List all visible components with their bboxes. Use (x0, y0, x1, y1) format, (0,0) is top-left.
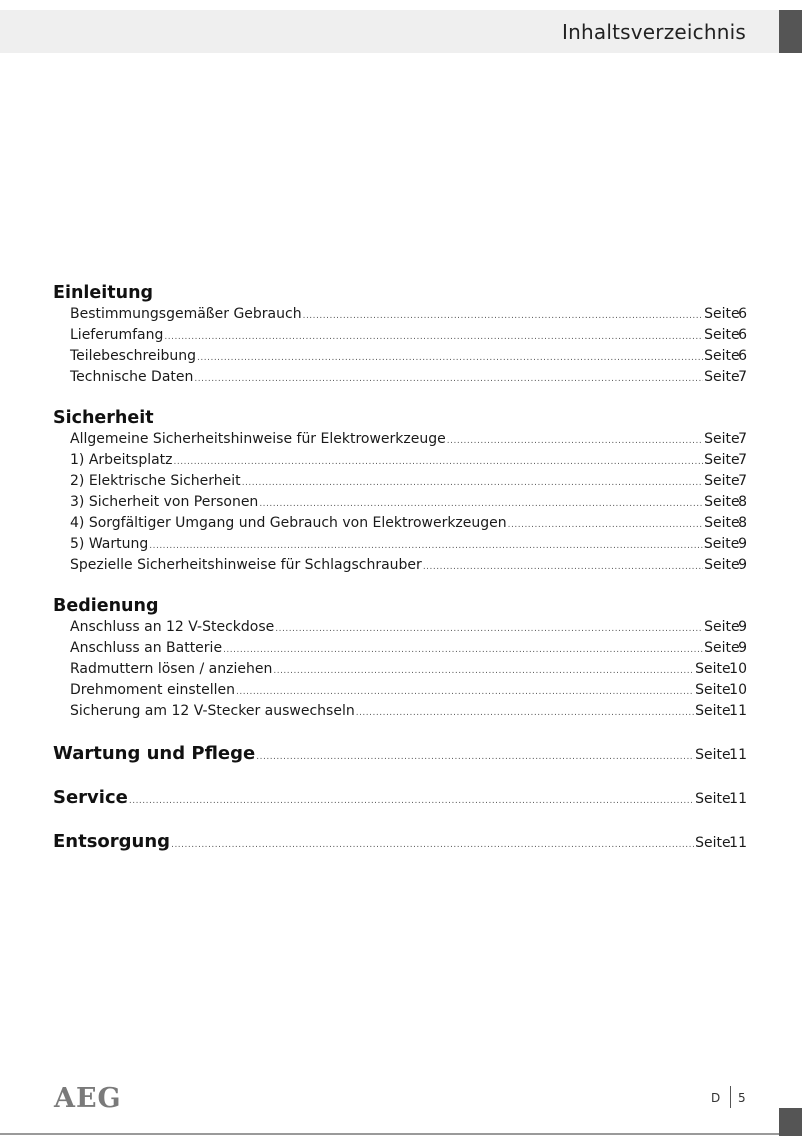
toc-entry[interactable] (53, 325, 747, 346)
language-code: D (711, 1091, 721, 1105)
toc-entry[interactable] (53, 492, 747, 513)
dot-leader (273, 661, 694, 682)
toc-entry-text: Anschluss an 12 V-Steckdose (70, 619, 275, 635)
toc-section-bedienung (53, 595, 747, 722)
page-number: 11 (729, 835, 747, 851)
toc-entry-text: Spezielle Sicherheitshinweise für Schlagschrauber (70, 557, 422, 573)
toc-entry-text: Bestimmungsgemäßer Gebrauch (70, 306, 302, 322)
toc-section-service[interactable] (53, 785, 747, 810)
toc-entry-text: Drehmoment einstellen (70, 682, 236, 698)
page-number: 6 (738, 348, 747, 364)
toc-section-sicherheit (53, 407, 747, 576)
toc-entry-text: 3) Sicherheit von Personen (70, 494, 259, 510)
dot-leader (423, 557, 703, 578)
toc-entry-text: Lieferumfang (70, 327, 164, 343)
table-of-contents (53, 282, 747, 854)
page-title: Inhaltsverzeichnis (562, 20, 746, 44)
bottom-rule (0, 1133, 780, 1135)
toc-entry-text: Anschluss an Batterie (70, 640, 223, 656)
toc-entry-text: Allgemeine Sicherheitshinweise für Elektrowerkzeuge (70, 431, 446, 447)
seite-label: Seite (704, 640, 740, 656)
toc-entry[interactable] (53, 534, 747, 555)
seite-label: Seite (704, 515, 740, 531)
toc-entry-text: Technische Daten (70, 369, 194, 385)
seite-label: Seite (704, 327, 740, 343)
seite-label: Seite (704, 348, 740, 364)
dot-leader (259, 494, 703, 515)
seite-label: Seite (695, 791, 731, 807)
page-number: 9 (738, 557, 747, 573)
seite-label: Seite (704, 452, 740, 468)
page-number: 7 (738, 431, 747, 447)
toc-section-entsorgung[interactable] (53, 829, 747, 854)
dot-leader (197, 348, 703, 369)
dot-leader (275, 619, 703, 640)
page-number: 6 (738, 306, 747, 322)
seite-label: Seite (704, 494, 740, 510)
toc-entry-text: 1) Arbeitsplatz (70, 452, 173, 468)
dot-leader (236, 682, 694, 703)
toc-entry-text: Sicherung am 12 V-Stecker auswechseln (70, 703, 355, 719)
page-number: 11 (729, 791, 747, 807)
seite-label: Seite (695, 661, 731, 677)
section-title: Wartung und Pflege (53, 743, 256, 764)
toc-entry[interactable] (53, 701, 747, 722)
toc-entry[interactable] (53, 471, 747, 492)
toc-entry-text: 5) Wartung (70, 536, 149, 552)
page-number: 7 (738, 452, 747, 468)
seite-label: Seite (704, 557, 740, 573)
dot-leader (194, 369, 703, 390)
page-number: 11 (729, 747, 747, 763)
section-title: Sicherheit (53, 408, 154, 428)
dot-leader (149, 536, 703, 557)
aeg-logo: AEG (54, 1083, 122, 1114)
seite-label: Seite (703, 536, 740, 552)
seite-label: Seite (704, 369, 740, 385)
dot-leader (303, 306, 704, 327)
footer-divider (730, 1086, 731, 1108)
seite-label: Seite (695, 703, 731, 719)
page-number: 9 (738, 640, 747, 656)
dot-leader (129, 789, 694, 814)
seite-label: Seite (695, 835, 731, 851)
bottom-tab-marker (779, 1108, 802, 1136)
toc-entry[interactable] (53, 304, 747, 325)
dot-leader (174, 452, 704, 473)
toc-entry-text: 2) Elektrische Sicherheit (70, 473, 241, 489)
toc-entry-text: Teilebeschreibung (70, 348, 197, 364)
seite-label: Seite (704, 619, 740, 635)
toc-entry[interactable] (53, 346, 747, 367)
page-number: 8 (738, 494, 747, 510)
section-title: Service (53, 787, 128, 808)
dot-leader (164, 327, 703, 348)
seite-label: Seite (695, 747, 731, 763)
toc-entry[interactable] (53, 367, 747, 388)
section-title: Entsorgung (53, 831, 171, 852)
toc-entry[interactable] (53, 617, 747, 638)
seite-label: Seite (695, 682, 731, 698)
toc-entry-text: Radmuttern lösen / anziehen (70, 661, 273, 677)
toc-entry[interactable] (53, 638, 747, 659)
dot-leader (223, 640, 703, 661)
page-number: 10 (729, 682, 747, 698)
toc-entry[interactable] (53, 680, 747, 701)
seite-label: Seite (704, 431, 740, 447)
toc-section-einleitung (53, 282, 747, 388)
page-number: 11 (729, 703, 747, 719)
page-number: 8 (738, 515, 747, 531)
toc-entry[interactable] (53, 513, 747, 534)
page-number: 9 (738, 619, 747, 635)
toc-entry[interactable] (53, 450, 747, 471)
dot-leader (256, 745, 694, 770)
dot-leader (171, 833, 694, 858)
dot-leader (356, 703, 694, 724)
seite-label: Seite (704, 306, 740, 322)
toc-entry[interactable] (53, 429, 747, 450)
section-title: Einleitung (53, 283, 154, 303)
page-number: 7 (738, 473, 747, 489)
header-tab-marker (779, 10, 802, 53)
toc-section-wartung[interactable] (53, 741, 747, 766)
dot-leader (508, 515, 703, 536)
toc-entry-text: 4) Sorgfältiger Umgang und Gebrauch von Elektrowerkzeugen (70, 515, 507, 531)
seite-label: Seite (704, 473, 740, 489)
page-number: 6 (738, 327, 747, 343)
page-number: 9 (738, 536, 747, 552)
page-number: 7 (738, 369, 747, 385)
toc-entry[interactable] (53, 555, 747, 576)
page-number-footer: 5 (738, 1091, 746, 1105)
dot-leader (447, 431, 703, 452)
section-title: Bedienung (53, 596, 159, 616)
page-number: 10 (729, 661, 747, 677)
dot-leader (242, 473, 703, 494)
toc-entry[interactable] (53, 659, 747, 680)
